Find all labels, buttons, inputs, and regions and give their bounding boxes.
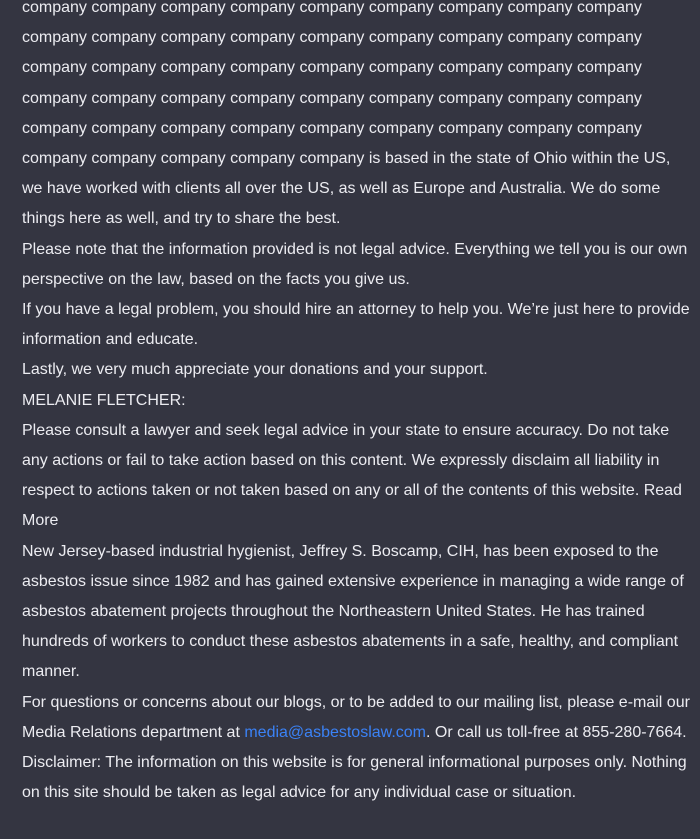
- author-name: MELANIE FLETCHER:: [22, 391, 186, 409]
- intro-paragraph: company company company company company company company company company company company company company company company company company company company company company company company company company company company company company company company company company company company company company company company company company company company company company company company company company company is based in the state of Ohio within the US, we have worked with clients all over the US, as well as Europe and Australia. We do some things here as well, and try to share the best.: [22, 0, 671, 228]
- legal-note-paragraph: Please note that the information provided is not legal advice. Everything we tell you is our own perspective on the law, based on the facts you give us.: [22, 240, 688, 288]
- contact-text-after: . Or call us toll-free at 855-280-7664.: [426, 723, 687, 741]
- contact-text-before: For questions or concerns about our blogs, or to be added to our mailing list, please e-mail our Media Relations department at: [22, 693, 690, 741]
- consult-paragraph: Please consult a lawyer and seek legal advice in your state to ensure accuracy. Do not take any actions or fail to take action based on this content. We expressly disclaim all liability in respect to actions taken or not taken based on any or all of the contents of this website. Read More: [22, 421, 682, 530]
- contact-paragraph: [22, 688, 692, 748]
- donations-paragraph: Lastly, we very much appreciate your donations and your support.: [22, 361, 488, 379]
- hire-attorney-paragraph: If you have a legal problem, you should hire an attorney to help you. We’re just here to provide information and educate.: [22, 301, 690, 349]
- message-text: [22, 0, 692, 808]
- hygienist-paragraph: New Jersey-based industrial hygienist, Jeffrey S. Boscamp, CIH, has been exposed to the asbestos issue since 1982 and has gained extensive experience in managing a wide range of asbestos abatement projects throughout the Northeastern United States. He has trained hundreds of workers to conduct these asbestos abatements in a safe, healthy, and compliant manner.: [22, 542, 684, 681]
- disclaimer-paragraph: Disclaimer: The information on this website is for general informational purposes only. Nothing on this site should be taken as legal advice for any individual case or situation.: [22, 754, 687, 802]
- media-email-link[interactable]: media@asbestoslaw.com: [244, 723, 426, 741]
